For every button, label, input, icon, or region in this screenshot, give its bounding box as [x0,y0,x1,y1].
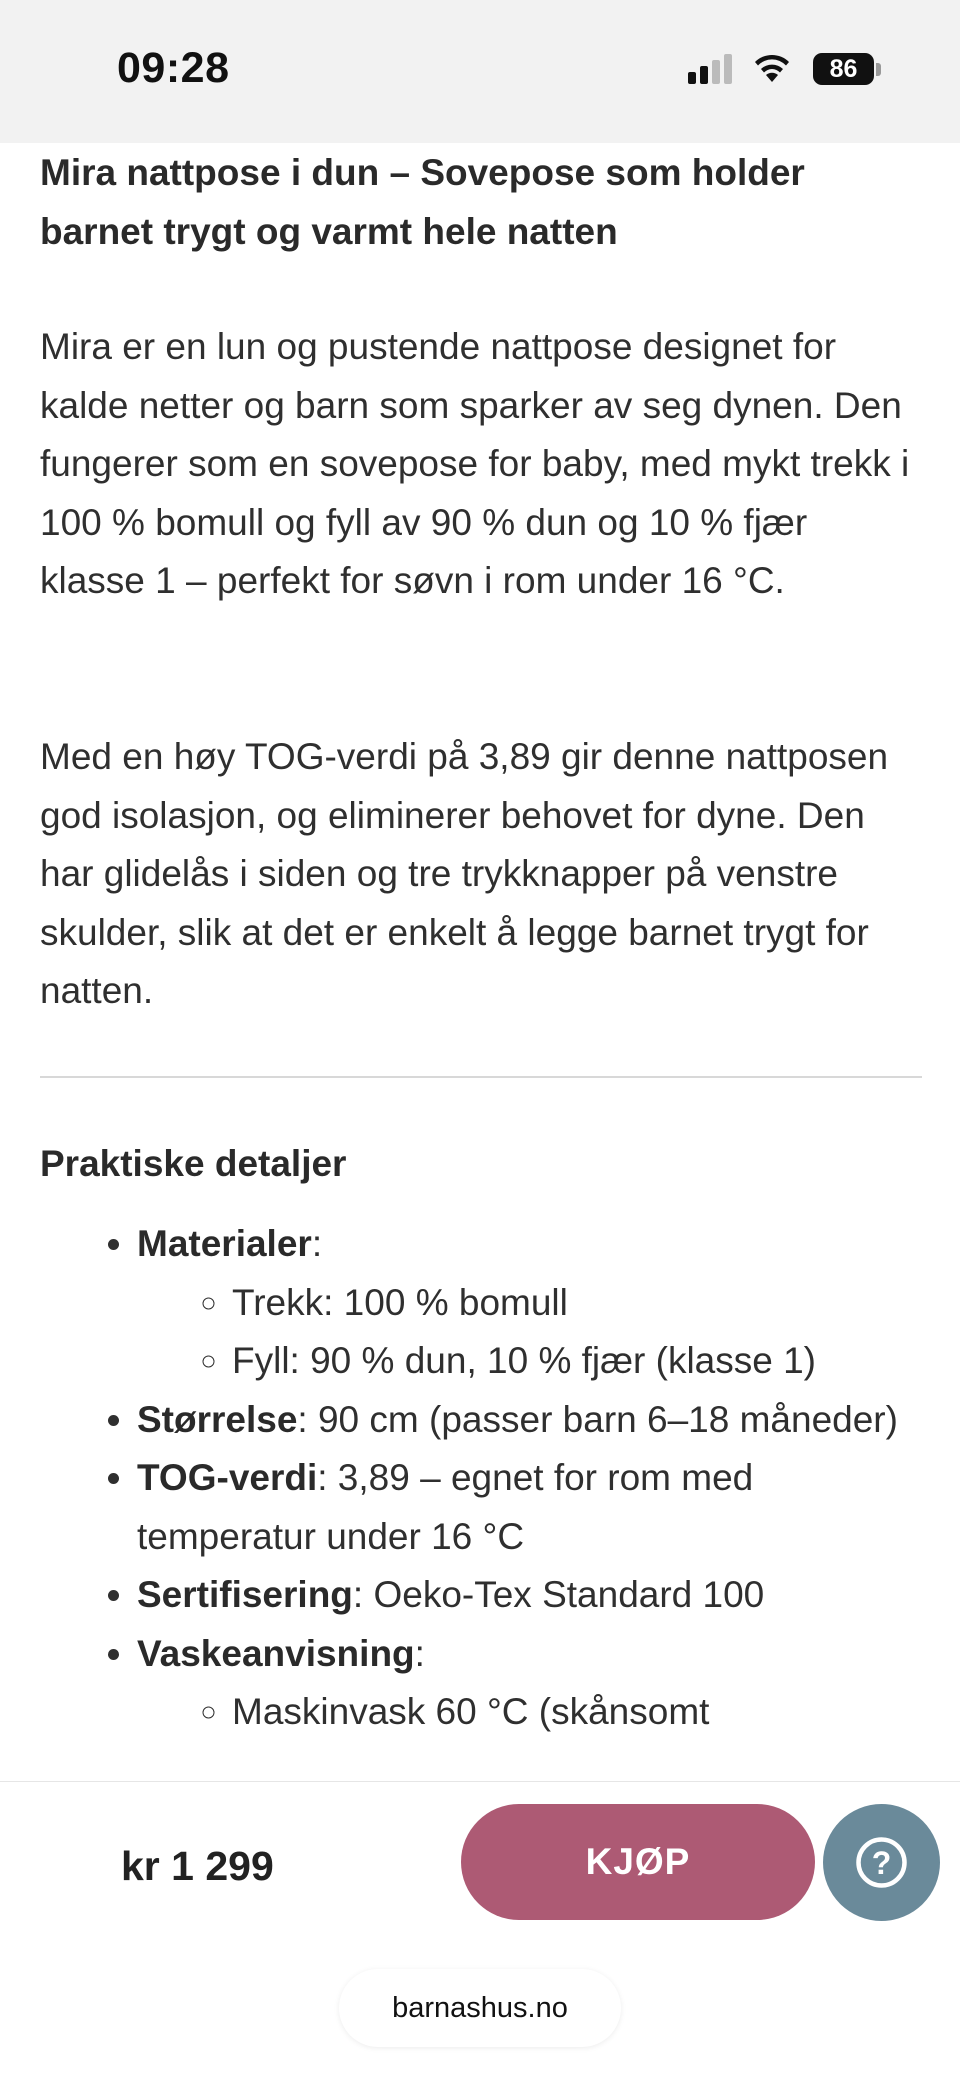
wifi-icon [750,50,794,84]
question-mark-icon [823,1804,940,1921]
description-paragraph-2: Med en høy TOG-verdi på 3,89 gir denne nattposen god isolasjon, og eliminerer behovet for dyne. Den har glidelås i siden og tre trykknapper på venstre skulder, slik at det er enkelt å legge barnet trygt for natten. [40,736,889,1011]
status-time: 09:28 [117,44,230,92]
size-value: : 90 cm (passer barn 6–18 måneder) [297,1398,898,1440]
address-bar[interactable]: barnashus.no [339,1969,621,2047]
list-item-materials: • Materialer: ◦ Trekk: 100 % bomull ◦ Fyll: 90 % dun, 10 % fjær (klasse 1) [137,1215,927,1391]
product-description [40,143,920,1732]
details-heading: Praktiske detaljer [40,1143,347,1184]
list-item-certification [137,1566,927,1625]
size-label: Størrelse [137,1398,298,1440]
help-button[interactable] [823,1804,940,1921]
svg-text:?: ? [871,1845,892,1881]
list-item: ◦ Trekk: 100 % bomull [232,1274,927,1333]
description-paragraph-1: Mira er en lun og pustende nattpose designet for kalde netter og barn som sparker av seg dynen. Den fungerer som en sovepose for baby, med mykt trekk i 100 % bomull og fyll av 90 % dun og 10 % fjær klasse 1 – perfekt for søvn i rom under 16 °C. [40,326,910,601]
details-list [40,1215,927,1742]
list-item: ◦ Fyll: 90 % dun, 10 % fjær (klasse 1) [232,1332,927,1391]
battery-tip [876,63,881,76]
washing-label: Vaskeanvisning [137,1632,415,1674]
list-item-tog [137,1449,927,1566]
list-item-size [137,1391,927,1450]
list-item-washing: • Vaskeanvisning: ◦ Maskinvask 60 °C (skånsomt [137,1625,927,1742]
materials-label: Materialer [137,1223,312,1264]
status-bar [0,0,960,143]
tog-label: TOG-verdi [137,1457,318,1498]
price: kr 1 299 [121,1843,274,1889]
buy-bar [0,1781,960,2082]
certification-label: Sertifisering [137,1574,353,1615]
washing-sublist [137,1683,927,1742]
buy-button[interactable]: KJØP [461,1804,815,1920]
list-item: ◦ Maskinvask 60 °C (skånsomt [232,1683,927,1742]
tog-value: : 3,89 – egnet for rom med temperatur under 16 °C [137,1457,754,1557]
section-divider [40,1076,922,1078]
battery-indicator: 86 [813,53,874,85]
product-title: Mira nattpose i dun – Sovepose som holder barnet trygt og varmt hele natten [40,152,805,252]
materials-sublist [137,1274,927,1391]
certification-value: : Oeko-Tex Standard 100 [352,1574,765,1615]
